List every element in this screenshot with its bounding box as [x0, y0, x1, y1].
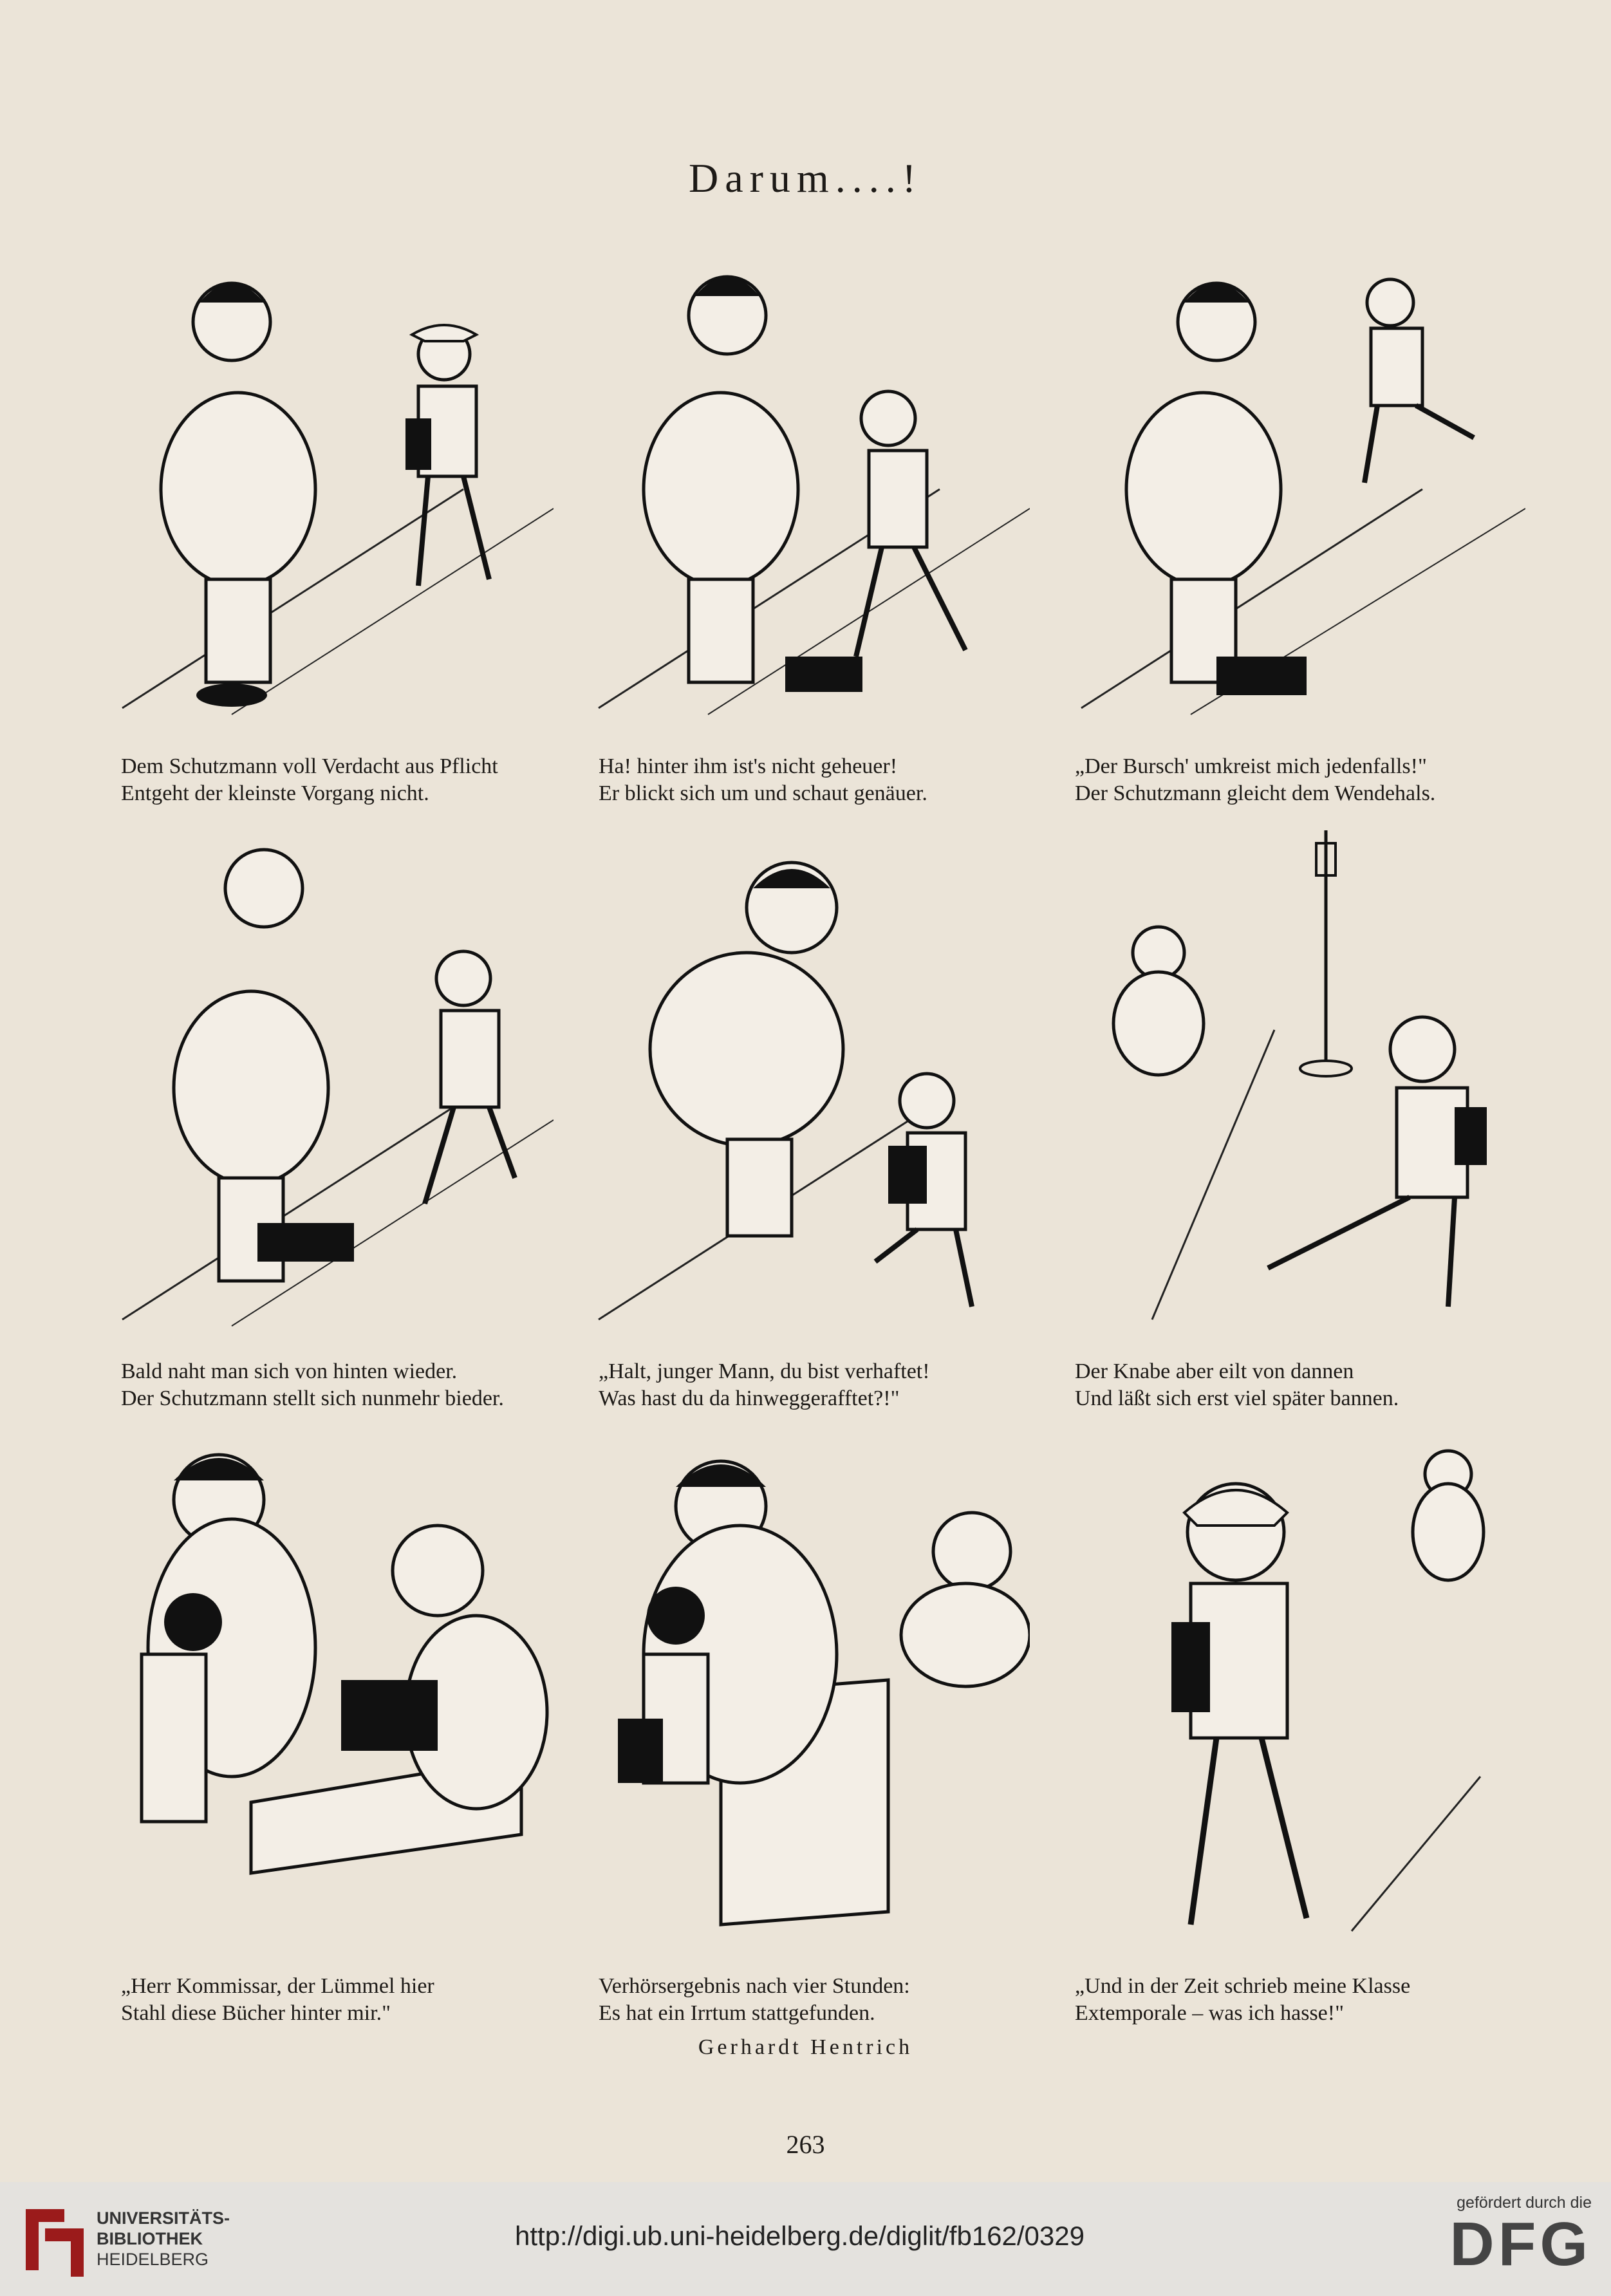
caption-4-line-2: Der Schutzmann stellt sich nunmehr bieder.	[121, 1386, 504, 1410]
caption-5-line-2: Was hast du da hinweggerafftet?!"	[599, 1386, 900, 1410]
caption-5-line-1: „Halt, junger Mann, du bist verhaftet!	[599, 1359, 930, 1383]
author-credit: Gerhardt Hentrich	[698, 2035, 913, 2059]
caption-2-line-1: Ha! hinter ihm ist's nicht geheuer!	[599, 754, 898, 778]
library-name[interactable]	[97, 2208, 230, 2270]
comic-panel-1	[103, 206, 554, 721]
caption-9-line-2: Extemporale – was ich hasse!"	[1075, 2001, 1344, 2025]
caption-6-line-2: Und läßt sich erst viel später bannen.	[1075, 1386, 1399, 1410]
comic-panel-9	[1062, 1423, 1525, 1950]
comic-panel-2	[579, 206, 1030, 721]
panel-4-drawing	[103, 817, 554, 1332]
panel-7-drawing	[103, 1423, 554, 1950]
caption-1-line-2: Entgeht der kleinste Vorgang nicht.	[121, 781, 429, 805]
caption-3	[1075, 753, 1435, 807]
panel-1-drawing	[103, 206, 554, 721]
caption-5	[599, 1358, 930, 1412]
caption-7	[121, 1973, 434, 2027]
comic-panel-6	[1062, 817, 1525, 1332]
dfg-logo: DFG	[1449, 2210, 1592, 2279]
page-number: 263	[786, 2130, 825, 2159]
comic-panel-3	[1062, 206, 1525, 721]
library-name-line-1: UNIVERSITÄTS-	[97, 2208, 230, 2228]
caption-9	[1075, 1973, 1410, 2027]
caption-6	[1075, 1358, 1399, 1412]
comic-panel-7	[103, 1423, 554, 1950]
comic-panel-4	[103, 817, 554, 1332]
panel-8-drawing	[579, 1423, 1030, 1950]
panel-2-drawing	[579, 206, 1030, 721]
caption-3-line-1: „Der Bursch' umkreist mich jedenfalls!"	[1075, 754, 1427, 778]
caption-7-line-1: „Herr Kommissar, der Lümmel hier	[121, 1974, 434, 1998]
caption-2	[599, 753, 927, 807]
university-library-logo-icon	[19, 2196, 90, 2283]
caption-9-line-1: „Und in der Zeit schrieb meine Klasse	[1075, 1974, 1411, 1998]
sponsor-block[interactable]	[1399, 2194, 1592, 2277]
caption-1-line-1: Dem Schutzmann voll Verdacht aus Pflicht	[121, 754, 498, 778]
comic-panel-8	[579, 1423, 1030, 1950]
caption-4-line-1: Bald naht man sich von hinten wieder.	[121, 1359, 458, 1383]
library-name-line-3: HEIDELBERG	[97, 2250, 209, 2269]
footer-bar	[0, 2182, 1611, 2296]
caption-8-line-2: Es hat ein Irrtum stattgefunden.	[599, 2001, 875, 2025]
caption-3-line-2: Der Schutzmann gleicht dem Wendehals.	[1075, 781, 1436, 805]
sponsor-label: gefördert durch die	[1457, 2194, 1592, 2212]
library-name-line-2: BIBLIOTHEK	[97, 2229, 203, 2248]
caption-7-line-2: Stahl diese Bücher hinter mir."	[121, 2001, 391, 2025]
caption-6-line-1: Der Knabe aber eilt von dannen	[1075, 1359, 1354, 1383]
caption-1	[121, 753, 498, 807]
panel-3-drawing	[1062, 206, 1525, 721]
caption-8	[599, 1973, 910, 2027]
panel-9-drawing	[1062, 1423, 1525, 1950]
comic-panel-5	[579, 817, 1030, 1332]
panel-5-drawing	[579, 817, 1030, 1332]
panel-6-drawing	[1062, 817, 1525, 1332]
caption-2-line-2: Er blickt sich um und schaut genäuer.	[599, 781, 927, 805]
page-title: Darum....!	[688, 155, 923, 201]
permalink-url[interactable]: http://digi.ub.uni-heidelberg.de/diglit/fb162/0329	[515, 2221, 1085, 2251]
caption-4	[121, 1358, 504, 1412]
caption-8-line-1: Verhörsergebnis nach vier Stunden:	[599, 1974, 910, 1998]
